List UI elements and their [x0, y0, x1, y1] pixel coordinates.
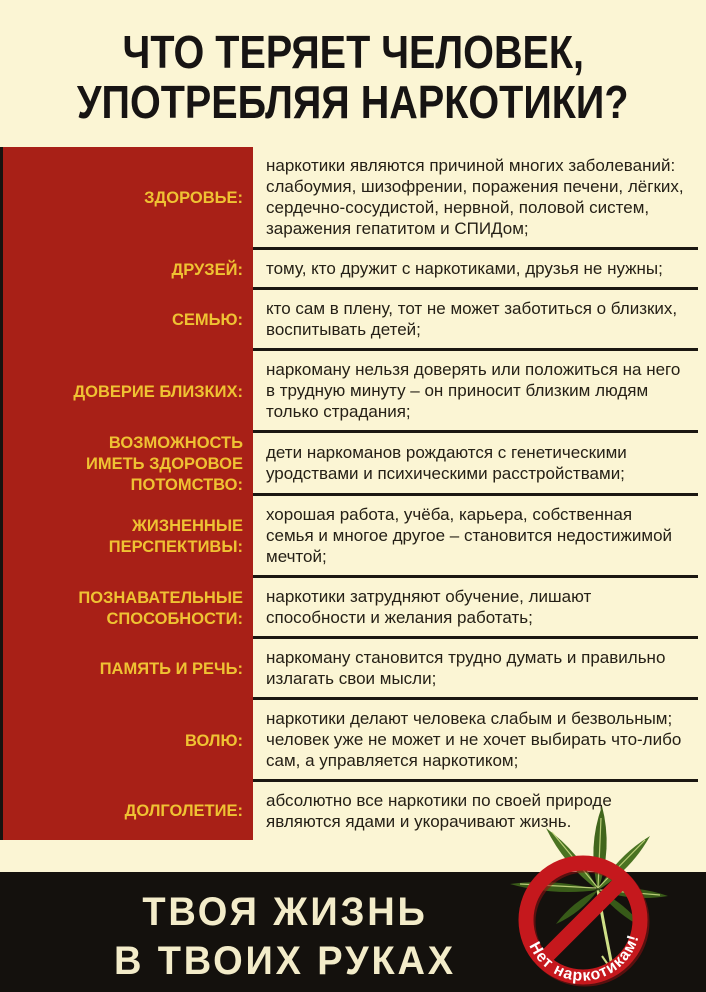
no-drugs-label: Нет наркотикам!: [525, 932, 643, 985]
row-description-text: дети наркоманов рождаются с генетическими уродствами и психическими расстройствами;: [266, 443, 627, 483]
row-label-cell: [3, 496, 253, 578]
row-description-text: наркотики затрудняют обучение, лишают способности и желания работать;: [266, 587, 592, 627]
losses-table: [0, 147, 706, 840]
table-row: [3, 700, 706, 782]
row-description-text: наркоману нельзя доверять или положиться на него в трудную минуту – он приносит близким людям только страдания;: [266, 360, 681, 421]
row-description: [253, 250, 698, 290]
row-label: ЗДОРОВЬЕ:: [144, 189, 243, 207]
row-label-cell: [3, 250, 253, 290]
row-label: ПОЗНАВАТЕЛЬНЫЕ СПОСОБНОСТИ:: [78, 588, 243, 628]
row-label: ДРУЗЕЙ:: [171, 260, 243, 279]
row-label-cell: [3, 290, 253, 351]
row-description-text: кто сам в плену, тот не может заботиться о близких, воспитывать детей;: [266, 299, 678, 339]
row-description: [253, 700, 698, 782]
row-description-text: наркотики делают человека слабым и безвольным; человек уже не может и не хочет выбирать что-либо сам, а управляется наркотиком;: [266, 709, 682, 770]
title-line-2: УПОТРЕБЛЯЯ НАРКОТИКИ?: [77, 75, 629, 128]
row-description-text: наркоману становится трудно думать и правильно излагать свои мысли;: [266, 648, 666, 688]
table-row: [3, 351, 706, 433]
row-description-text: наркотики являются причиной многих заболеваний: слабоумия, шизофрении, поражения печени, лёгких, сердечно-сосудистой, нервной, половой систем, заражения гепатитом и СПИДом;: [266, 156, 684, 238]
row-label: ПАМЯТЬ И РЕЧЬ:: [99, 660, 243, 678]
table-row: [3, 433, 706, 496]
row-label: СЕМЬЮ:: [171, 311, 243, 329]
row-description: [253, 578, 698, 639]
row-label-cell: [3, 639, 253, 700]
table-row: [3, 496, 706, 578]
title-line-1: ЧТО ТЕРЯЕТ ЧЕЛОВЕК,: [122, 25, 584, 78]
row-description: [253, 147, 698, 250]
no-drugs-sign: [498, 798, 698, 992]
table-row: [3, 290, 706, 351]
row-description: [253, 496, 698, 578]
slogan-line-2: В ТВОИХ РУКАХ: [114, 939, 456, 983]
table-row: [3, 250, 706, 290]
row-description: [253, 639, 698, 700]
row-label: ДОВЕРИЕ БЛИЗКИХ:: [73, 382, 243, 401]
row-label-cell: [3, 700, 253, 782]
row-description: [253, 290, 698, 351]
table-row: [3, 639, 706, 700]
poster-title: [0, 0, 706, 147]
row-label: ВОЛЮ:: [184, 731, 243, 750]
footer-slogan: [0, 888, 570, 986]
row-label-cell: [3, 433, 253, 496]
row-label-cell: [3, 578, 253, 639]
row-label-cell: [3, 351, 253, 433]
svg-text:Нет наркотикам!: [525, 932, 642, 984]
row-label: ВОЗМОЖНОСТЬ ИМЕТЬ ЗДОРОВОЕ ПОТОМСТВО:: [85, 434, 243, 494]
row-description: [253, 433, 698, 496]
slogan-line-1: ТВОЯ ЖИЗНЬ: [142, 890, 428, 934]
table-row: [3, 578, 706, 639]
row-label: ЖИЗНЕННЫЕ ПЕРСПЕКТИВЫ:: [108, 517, 243, 556]
table-row: [3, 147, 706, 250]
row-description-text: тому, кто дружит с наркотиками, друзья не нужны;: [266, 259, 663, 278]
row-description-text: абсолютно все наркотики по своей природе являются ядами и укорачивают жизнь.: [266, 791, 612, 831]
row-description-text: хорошая работа, учёба, карьера, собственная семья и многое другое – становится недостижимой мечтой;: [266, 505, 673, 566]
row-label-cell: [3, 782, 253, 840]
row-label: ДОЛГОЛЕТИЕ:: [124, 801, 243, 820]
row-label-cell: [3, 147, 253, 250]
row-description: [253, 351, 698, 433]
